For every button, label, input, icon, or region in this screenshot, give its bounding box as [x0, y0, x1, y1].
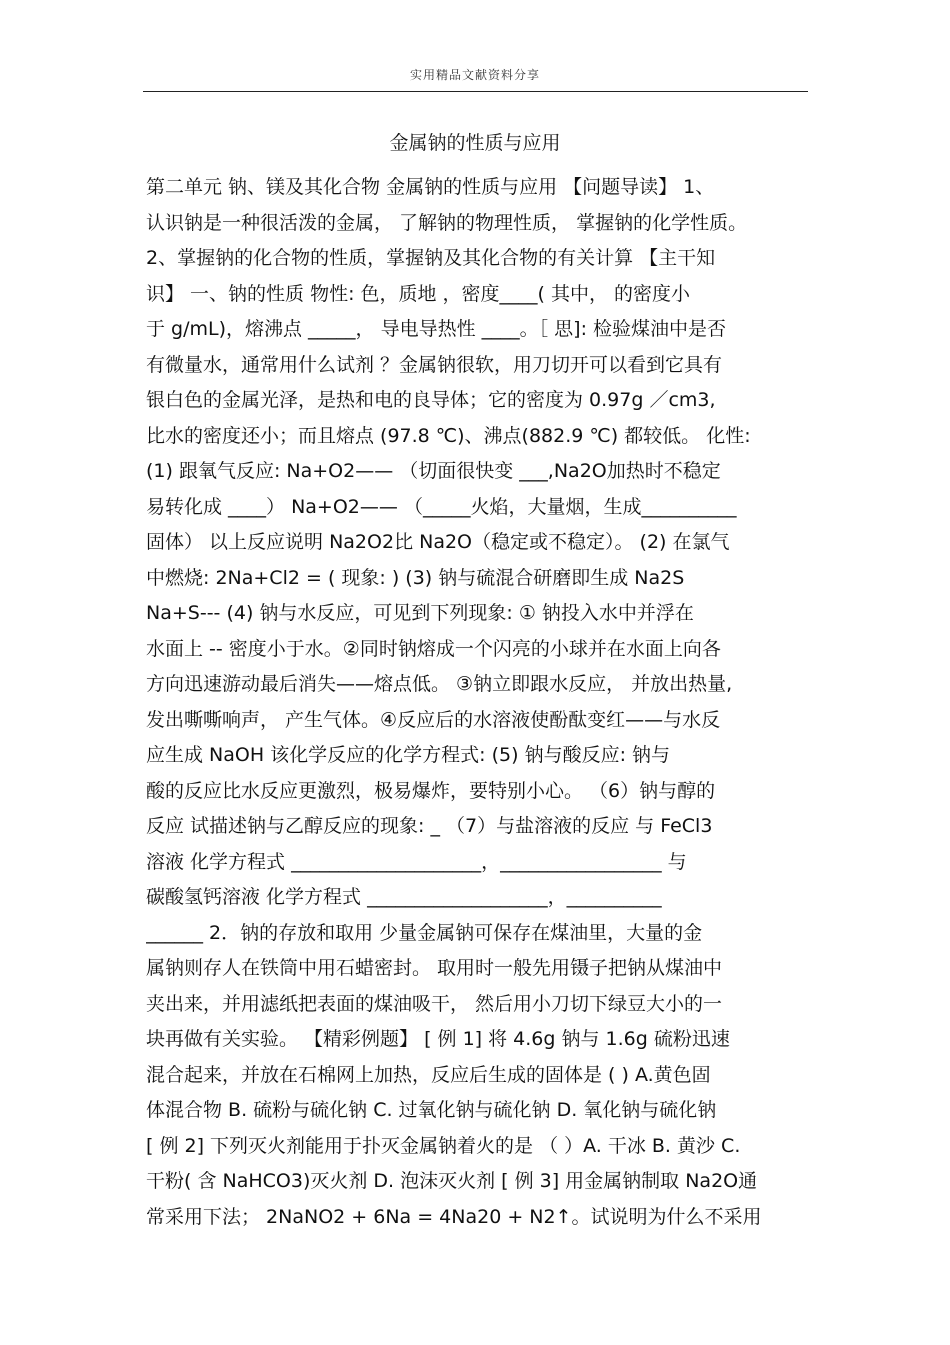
body-line: (1) 跟氧气反应: Na+O2—— （切面很快变 ___,Na2O加热时不稳定 — [146, 460, 721, 482]
header-divider — [143, 91, 808, 92]
body-line: 中燃烧: 2Na+Cl2 = ( 现象: ) (3) 钠与硫混合研磨即生成 Na2S — [146, 566, 685, 589]
body-line: 常采用下法； 2NaNO2 + 6Na = 4Na20 + N2↑。试说明为什么不采用 — [146, 1205, 762, 1228]
body-line: Na+S--- (4) 钠与水反应，可见到下列现象: ① 钠投入水中并浮在 — [146, 602, 694, 624]
body-line: [ 例 2] 下列灭火剂能用于扑灭金属钠着火的是 （ ）A. 干冰 B. 黄沙 C. — [146, 1134, 741, 1157]
body-line: 银白色的金属光泽，是热和电的良导体；它的密度为 0.97g ／cm3, — [146, 389, 716, 411]
body-line: 块再做有关实验。 【精彩例题】 [ 例 1] 将 4.6g 钠与 1.6g 硫粉迅速 — [146, 1028, 730, 1050]
body-line: 干粉( 含 NaHCO3)灭火剂 D. 泡沫灭火剂 [ 例 3] 用金属钠制取 Na2O通 — [146, 1170, 758, 1192]
document-title: 金属钠的性质与应用 — [389, 132, 561, 154]
body-line: 反应 试描述钠与乙醇反应的现象: _ （7）与盐溶液的反应 与 FeCl3 — [146, 815, 713, 837]
body-line: 易转化成 ____） Na+O2—— （_____火焰，大量烟，生成__________ — [146, 495, 737, 518]
body-line: 应生成 NaOH 该化学反应的化学方程式: (5) 钠与酸反应: 钠与 — [146, 744, 671, 766]
body-line: 方向迅速游动最后消失——熔点低。 ③钠立即跟水反应， 并放出热量, — [146, 673, 733, 695]
body-line: 属钠则存人在铁筒中用石蜡密封。 取用时一般先用镊子把钠从煤油中 — [146, 957, 723, 979]
body-line: 水面上 -- 密度小于水。②同时钠熔成一个闪亮的小球并在水面上向各 — [146, 637, 721, 660]
body-line: 混合起来，并放在石棉网上加热，反应后生成的固体是 ( ) A.黄色固 — [146, 1063, 711, 1086]
document-body — [146, 170, 826, 1235]
body-line: 认识钠是一种很活泼的金属， 了解钠的物理性质， 掌握钠的化学性质。 — [146, 211, 748, 234]
body-line: 第二单元 钠、镁及其化合物 金属钠的性质与应用 【问题导读】 1、 — [146, 176, 715, 198]
body-line: 2、掌握钠的化合物的性质，掌握钠及其化合物的有关计算 【主干知 — [146, 247, 716, 269]
body-line: ______ 2．钠的存放和取用 少量金属钠可保存在煤油里，大量的金 — [146, 921, 703, 944]
body-line: 溶液 化学方程式 ____________________，_________________ 与 — [146, 850, 687, 873]
body-line: 识】 一、钠的性质 物性: 色，质地 ，密度____( 其中， 的密度小 — [146, 282, 691, 305]
body-line: 固体） 以上反应说明 Na2O2比 Na2O（稳定或不稳定）。 (2) 在氯气 — [146, 531, 730, 553]
body-line: 酸的反应比水反应更激烈，极易爆炸，要特别小心。 （6）钠与醇的 — [146, 779, 716, 802]
body-line: 有微量水，通常用什么试剂 ？金属钠很软，用刀切开可以看到它具有 — [146, 353, 723, 376]
body-line: 发出嘶嘶响声， 产生气体。④反应后的水溶液使酚酞变红——与水反 — [146, 708, 721, 731]
page-header: 实用精品文献资料分享 — [409, 68, 540, 82]
body-line: 夹出来，并用滤纸把表面的煤油吸干， 然后用小刀切下绿豆大小的一 — [146, 992, 723, 1015]
body-line: 于 g/mL)，熔沸点 _____， 导电导热性 ____。［ 思]: 检验煤油中是否 — [146, 318, 727, 340]
body-line: 比水的密度还小；而且熔点 (97.8 ℃)、沸点(882.9 ℃) 都较低。 化性: — [146, 424, 751, 447]
body-line: 体混合物 B. 硫粉与硫化钠 C. 过氧化钠与硫化钠 D. 氧化钠与硫化钠 — [146, 1099, 717, 1121]
body-line: 碳酸氢钙溶液 化学方程式 ___________________，__________ — [146, 886, 662, 908]
